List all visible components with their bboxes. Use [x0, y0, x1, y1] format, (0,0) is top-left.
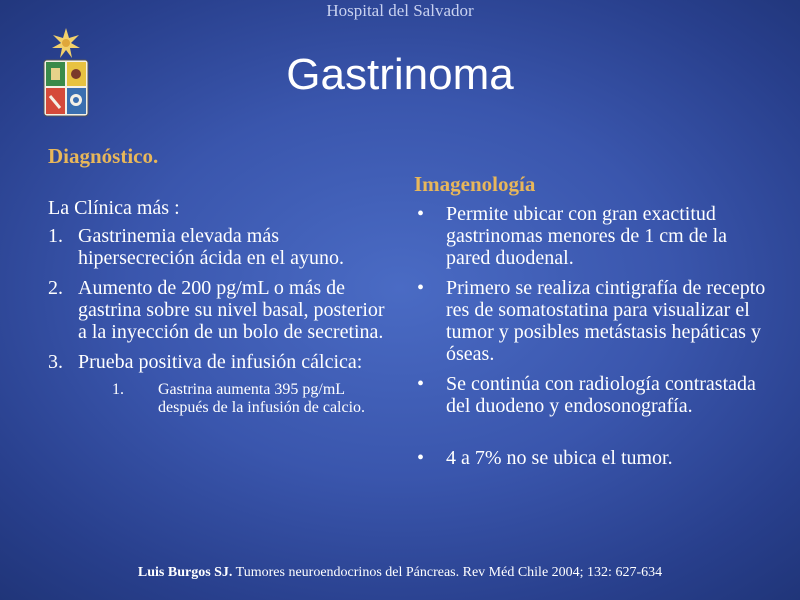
list-item	[48, 225, 388, 269]
diagnosis-intro: La Clínica más :	[48, 197, 180, 219]
diagnosis-column	[48, 144, 388, 425]
imaging-column	[414, 172, 774, 477]
list-item	[414, 277, 774, 365]
list-text: Prueba positiva de infusión cálcica:	[78, 351, 363, 373]
imaging-list	[414, 203, 774, 469]
citation-footer	[0, 565, 800, 581]
list-text: 4 a 7% no se ubica el tumor.	[446, 447, 673, 469]
sub-list-text: Gastrina aumenta 395 pg/mL después de la infusión de calcio.	[158, 381, 366, 416]
list-item	[48, 351, 388, 417]
sub-list-item	[78, 381, 388, 417]
header-band	[0, 0, 800, 22]
bullet-icon: •	[417, 447, 425, 469]
diagnosis-list	[48, 225, 388, 417]
citation-text: Tumores neuroendocrinos del Páncreas. Rev Méd Chile 2004; 132: 627-634	[232, 565, 663, 580]
bullet-icon: •	[417, 373, 425, 395]
sub-list-number: 1.	[112, 381, 124, 398]
list-text: Primero se realiza cintigrafía de recepto res de somatostatina para visualizar el tumor y posibles metástasis hepáticas y óseas.	[446, 277, 766, 365]
list-number: 2.	[48, 277, 63, 299]
list-text: Se continúa con radiología contrastada del duodeno y endosonografía.	[446, 373, 756, 417]
list-text: Gastrinemia elevada más hipersecreción ácida en el ayuno.	[78, 225, 344, 269]
imaging-heading: Imagenología	[414, 172, 536, 196]
list-number: 1.	[48, 225, 63, 247]
list-item	[48, 277, 388, 343]
list-text: Aumento de 200 pg/mL o más de gastrina sobre su nivel basal, posterior a la inyección de un bolo de secretina.	[78, 277, 385, 343]
list-item	[414, 373, 774, 417]
list-item	[414, 203, 774, 269]
list-text: Permite ubicar con gran exactitud gastrinomas menores de 1 cm de la pared duodenal.	[446, 203, 728, 269]
list-item	[414, 447, 774, 469]
citation-author: Luis Burgos SJ.	[137, 565, 233, 580]
list-number: 3.	[48, 351, 63, 373]
bullet-icon: •	[417, 277, 425, 299]
diagnosis-heading: Diagnóstico.	[48, 144, 159, 168]
institution-name: Hospital del Salvador	[326, 1, 474, 20]
slide-title: Gastrinoma	[286, 50, 514, 99]
bullet-icon: •	[417, 203, 425, 225]
